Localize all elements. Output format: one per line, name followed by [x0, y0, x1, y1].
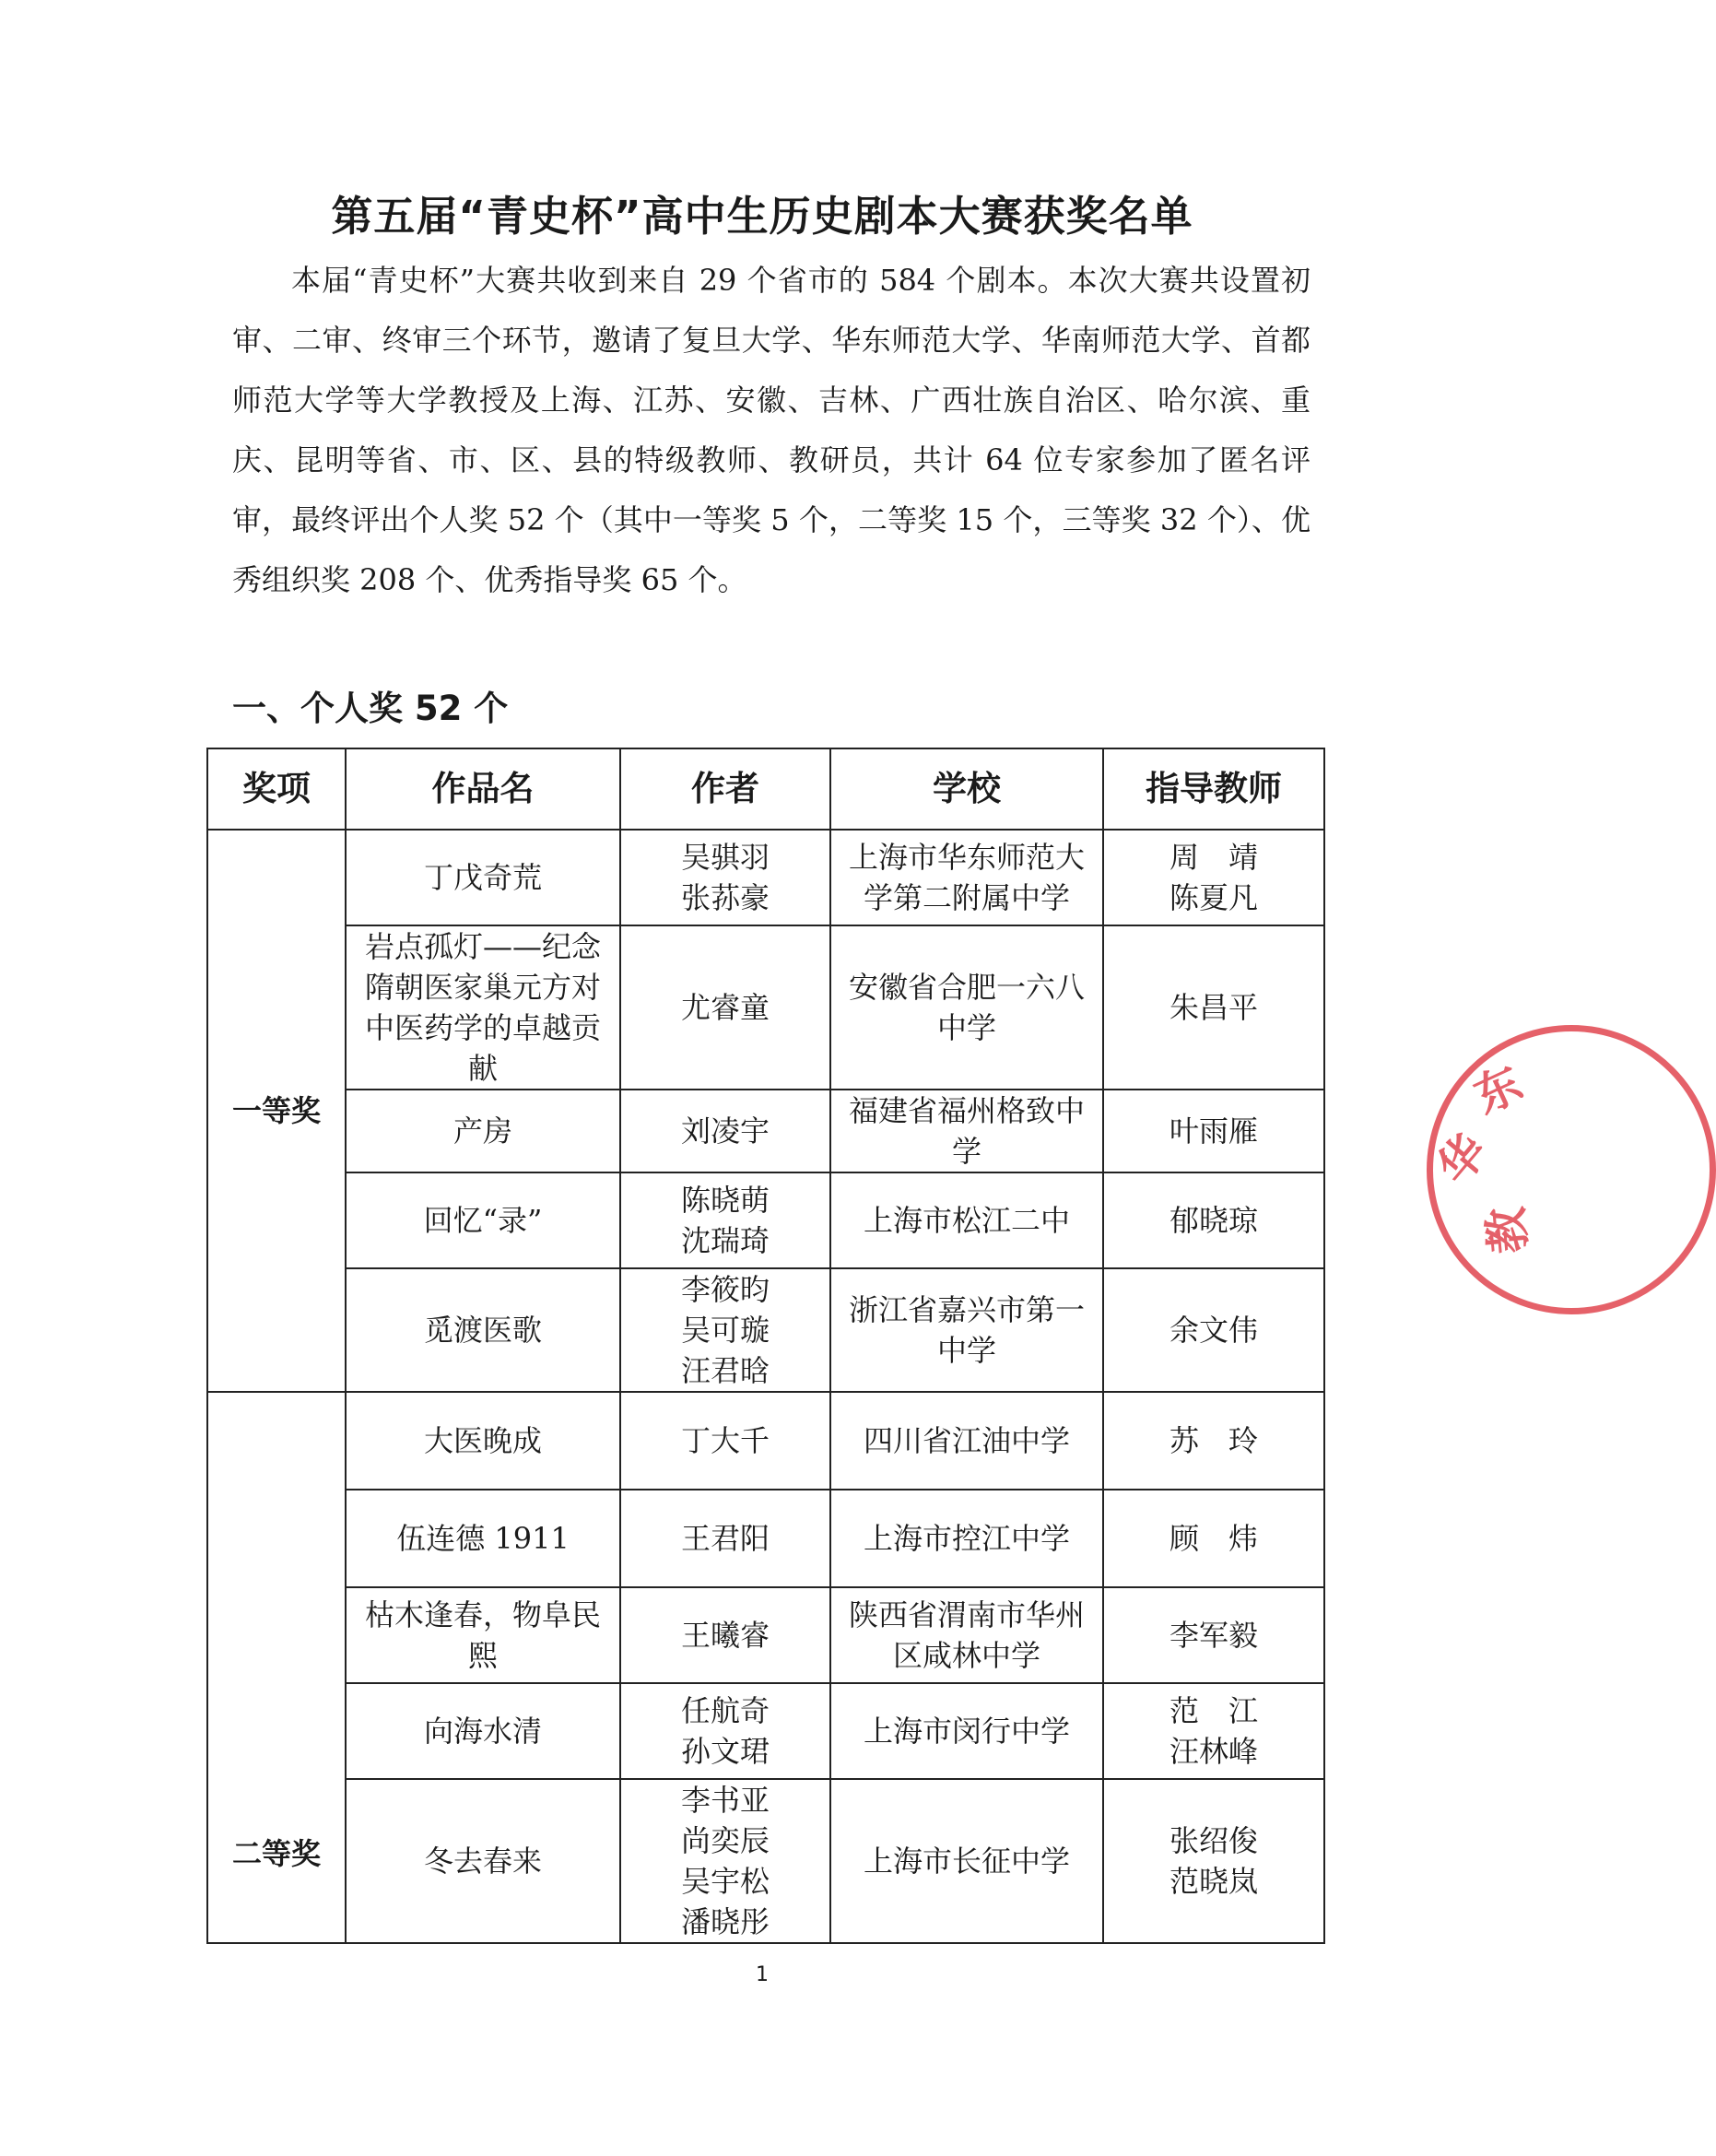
author-name: 潘晓彤: [680, 1904, 770, 1939]
page-title: 第五届“青史杯”高中生历史剧本大赛获奖名单: [331, 192, 1193, 241]
work-title-cell: 回忆“录”: [346, 1172, 620, 1268]
teacher-name: 顾 炜: [1169, 1521, 1258, 1556]
author-name: 李筱昀: [680, 1272, 770, 1307]
table-row: [207, 1268, 1324, 1392]
author-name: 丁大千: [680, 1423, 770, 1458]
header-teacher: 指导教师: [1103, 748, 1324, 830]
author-cell: [620, 1172, 830, 1268]
school-cell: 安徽省合肥一六八中学: [830, 925, 1103, 1090]
award-level-cell: 二等奖: [207, 1392, 346, 1943]
table-row: [207, 830, 1324, 925]
author-name: 孙文珺: [680, 1734, 770, 1769]
work-title-cell: 觅渡医歌: [346, 1268, 620, 1392]
teacher-name: 范晓岚: [1169, 1864, 1258, 1899]
table-row: [207, 1172, 1324, 1268]
header-author: 作者: [620, 748, 830, 830]
page-number: 1: [756, 1963, 769, 1986]
author-cell: [620, 1683, 830, 1779]
author-name: 刘凌宇: [680, 1113, 770, 1149]
table-row: [207, 1490, 1324, 1587]
teacher-cell: [1103, 1172, 1324, 1268]
teacher-name: 朱昌平: [1169, 990, 1258, 1025]
author-name: 尤睿童: [680, 990, 770, 1025]
awards-table: [206, 748, 1325, 1944]
school-cell: 上海市松江二中: [830, 1172, 1103, 1268]
author-name: 吴可璇: [680, 1313, 770, 1348]
teacher-name: 郁晓琼: [1169, 1203, 1258, 1238]
teacher-name: 叶雨雁: [1169, 1113, 1258, 1149]
school-cell: 上海市闵行中学: [830, 1683, 1103, 1779]
work-title-cell: 伍连德 1911: [346, 1490, 620, 1587]
author-cell: [620, 830, 830, 925]
seal-char: 教: [1478, 1205, 1537, 1256]
seal-char: 华: [1427, 1124, 1499, 1195]
teacher-name: 李军毅: [1169, 1618, 1258, 1653]
author-name: 陈晓萌: [680, 1183, 770, 1218]
table-header-row: [207, 748, 1324, 830]
header-award: 奖项: [207, 748, 346, 830]
work-title-cell: 产房: [346, 1090, 620, 1172]
author-name: 汪君晗: [680, 1353, 770, 1388]
author-name: 吴宇松: [680, 1864, 770, 1899]
table-row: [207, 1392, 1324, 1490]
teacher-name: 范 江: [1169, 1693, 1258, 1728]
section-heading: 一、个人奖 52 个: [232, 689, 509, 728]
table-row: [207, 1090, 1324, 1172]
author-cell: [620, 1392, 830, 1490]
teacher-cell: [1103, 1490, 1324, 1587]
teacher-name: 陈夏凡: [1169, 880, 1258, 915]
author-name: 沈瑞琦: [680, 1223, 770, 1258]
author-name: 尚奕辰: [680, 1823, 770, 1858]
author-name: 王君阳: [680, 1521, 770, 1556]
school-cell: 浙江省嘉兴市第一中学: [830, 1268, 1103, 1392]
teacher-cell: [1103, 830, 1324, 925]
author-name: 任航奇: [680, 1693, 770, 1728]
teacher-cell: [1103, 1392, 1324, 1490]
work-title-cell: 向海水清: [346, 1683, 620, 1779]
work-title-cell: 大医晚成: [346, 1392, 620, 1490]
school-cell: 陕西省渭南市华州区咸林中学: [830, 1587, 1103, 1683]
author-cell: [620, 1268, 830, 1392]
header-school: 学校: [830, 748, 1103, 830]
award-level-cell: 一等奖: [207, 830, 346, 1392]
seal-stamp: [1427, 1025, 1716, 1314]
table-row: [207, 925, 1324, 1090]
teacher-name: 苏 玲: [1169, 1423, 1258, 1458]
teacher-name: 张绍俊: [1169, 1823, 1258, 1858]
author-cell: [620, 1587, 830, 1683]
author-name: 吴骐羽: [680, 840, 770, 875]
work-title-cell: 岩点孤灯——纪念隋朝医家巢元方对中医药学的卓越贡献: [346, 925, 620, 1090]
school-cell: 上海市控江中学: [830, 1490, 1103, 1587]
teacher-cell: [1103, 1683, 1324, 1779]
teacher-name: 汪林峰: [1169, 1734, 1258, 1769]
author-cell: [620, 925, 830, 1090]
teacher-cell: [1103, 1090, 1324, 1172]
table-row: [207, 1587, 1324, 1683]
work-title-cell: 冬去春来: [346, 1779, 620, 1943]
school-cell: 四川省江油中学: [830, 1392, 1103, 1490]
school-cell: 上海市华东师范大学第二附属中学: [830, 830, 1103, 925]
teacher-cell: [1103, 1587, 1324, 1683]
author-name: 王曦睿: [680, 1618, 770, 1653]
table-row: [207, 1683, 1324, 1779]
school-cell: 福建省福州格致中学: [830, 1090, 1103, 1172]
teacher-name: 余文伟: [1169, 1313, 1258, 1348]
author-cell: [620, 1779, 830, 1943]
intro-paragraph: 本届“青史杯”大赛共收到来自 29 个省市的 584 个剧本。本次大赛共设置初审、二审、终审三个环节，邀请了复旦大学、华东师范大学、华南师范大学、首都师范大学等大学教授及上海、江苏、安徽、吉林、广西壮族自治区、哈尔滨、重庆、昆明等省、市、区、县的特级教师、教研员，共计 64 位专家参加了匿名评审，最终评出个人奖 52 个（其中一等奖 5 个，二等奖 15 个，三等奖 32 个）、优秀组织奖 208 个、优秀指导奖 65 个。: [232, 263, 1311, 597]
teacher-cell: [1103, 1268, 1324, 1392]
author-cell: [620, 1090, 830, 1172]
teacher-cell: [1103, 925, 1324, 1090]
teacher-name: 周 靖: [1169, 840, 1258, 875]
author-cell: [620, 1490, 830, 1587]
table-row: [207, 1779, 1324, 1943]
work-title-cell: 枯木逢春，物阜民熙: [346, 1587, 620, 1683]
author-name: 张荪豪: [680, 880, 770, 915]
header-title: 作品名: [346, 748, 620, 830]
school-cell: 上海市长征中学: [830, 1779, 1103, 1943]
teacher-cell: [1103, 1779, 1324, 1943]
seal-char: 东: [1465, 1055, 1531, 1125]
work-title-cell: 丁戊奇荒: [346, 830, 620, 925]
author-name: 李书亚: [680, 1783, 770, 1818]
